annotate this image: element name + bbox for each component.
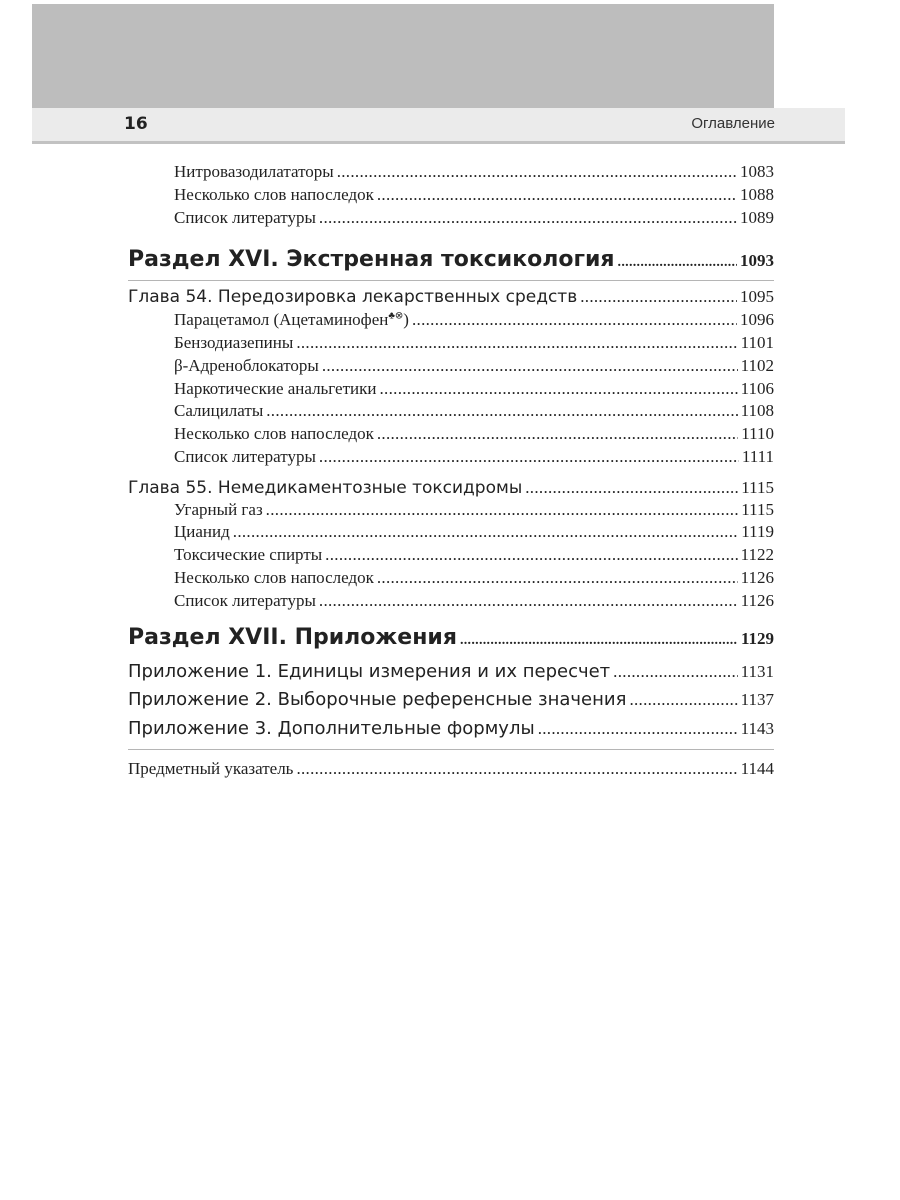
drug-mark-icon: ♣⊗ <box>388 310 404 322</box>
toc-entry[interactable]: Токсические спирты ..... 1122 <box>174 545 774 565</box>
toc-entry[interactable]: Бензодиазепины ..... 1101 <box>174 333 774 353</box>
toc-entry[interactable]: Список литературы ..... 1111 <box>174 447 774 467</box>
toc-entry[interactable]: β-Адреноблокаторы ..... 1102 <box>174 356 774 376</box>
toc-subject-index[interactable]: Предметный указатель ..... 1144 <box>128 759 774 779</box>
toc-section-16[interactable]: Раздел XVI. Экстренная токсикология ..... 1093 <box>128 247 774 272</box>
toc-entry[interactable]: Несколько слов напоследок ..... 1110 <box>174 424 774 444</box>
toc-entry[interactable]: Парацетамол (Ацетаминофен♣⊗) ..... 1096 <box>174 310 774 330</box>
toc-entry[interactable]: Угарный газ ..... 1115 <box>174 500 774 520</box>
toc-entry[interactable]: Наркотические анальгетики ..... 1106 <box>174 379 774 399</box>
toc-entry[interactable]: Несколько слов напоследок ..... 1126 <box>174 568 774 588</box>
toc-entry[interactable]: Цианид ..... 1119 <box>174 522 774 542</box>
header-gray-band <box>32 4 774 108</box>
toc-section-17[interactable]: Раздел XVII. Приложения ..... 1129 <box>128 625 774 650</box>
divider <box>128 280 774 281</box>
toc-appendix-3[interactable]: Приложение 3. Дополнительные формулы ..... 1143 <box>128 718 774 739</box>
toc-appendix-1[interactable]: Приложение 1. Единицы измерения и их пересчет ..... 1131 <box>128 661 774 682</box>
divider <box>128 749 774 750</box>
toc-entry[interactable]: Список литературы ..... 1126 <box>174 591 774 611</box>
running-title: Оглавление <box>691 115 775 132</box>
toc-entry[interactable]: Нитровазодилататоры ..... 1083 <box>174 162 774 182</box>
toc-appendix-2[interactable]: Приложение 2. Выборочные референсные значения ..... 1137 <box>128 689 774 710</box>
page-number: 16 <box>124 114 148 134</box>
toc-entry[interactable]: Несколько слов напоследок ..... 1088 <box>174 185 774 205</box>
page-header <box>32 108 845 144</box>
toc-chapter-55[interactable]: Глава 55. Немедикаментозные токсидромы ..... 1115 <box>128 478 774 498</box>
toc-chapter-54[interactable]: Глава 54. Передозировка лекарственных средств ..... 1095 <box>128 287 774 307</box>
toc-entry[interactable]: Салицилаты ..... 1108 <box>174 401 774 421</box>
toc-entry[interactable]: Список литературы ..... 1089 <box>174 208 774 228</box>
